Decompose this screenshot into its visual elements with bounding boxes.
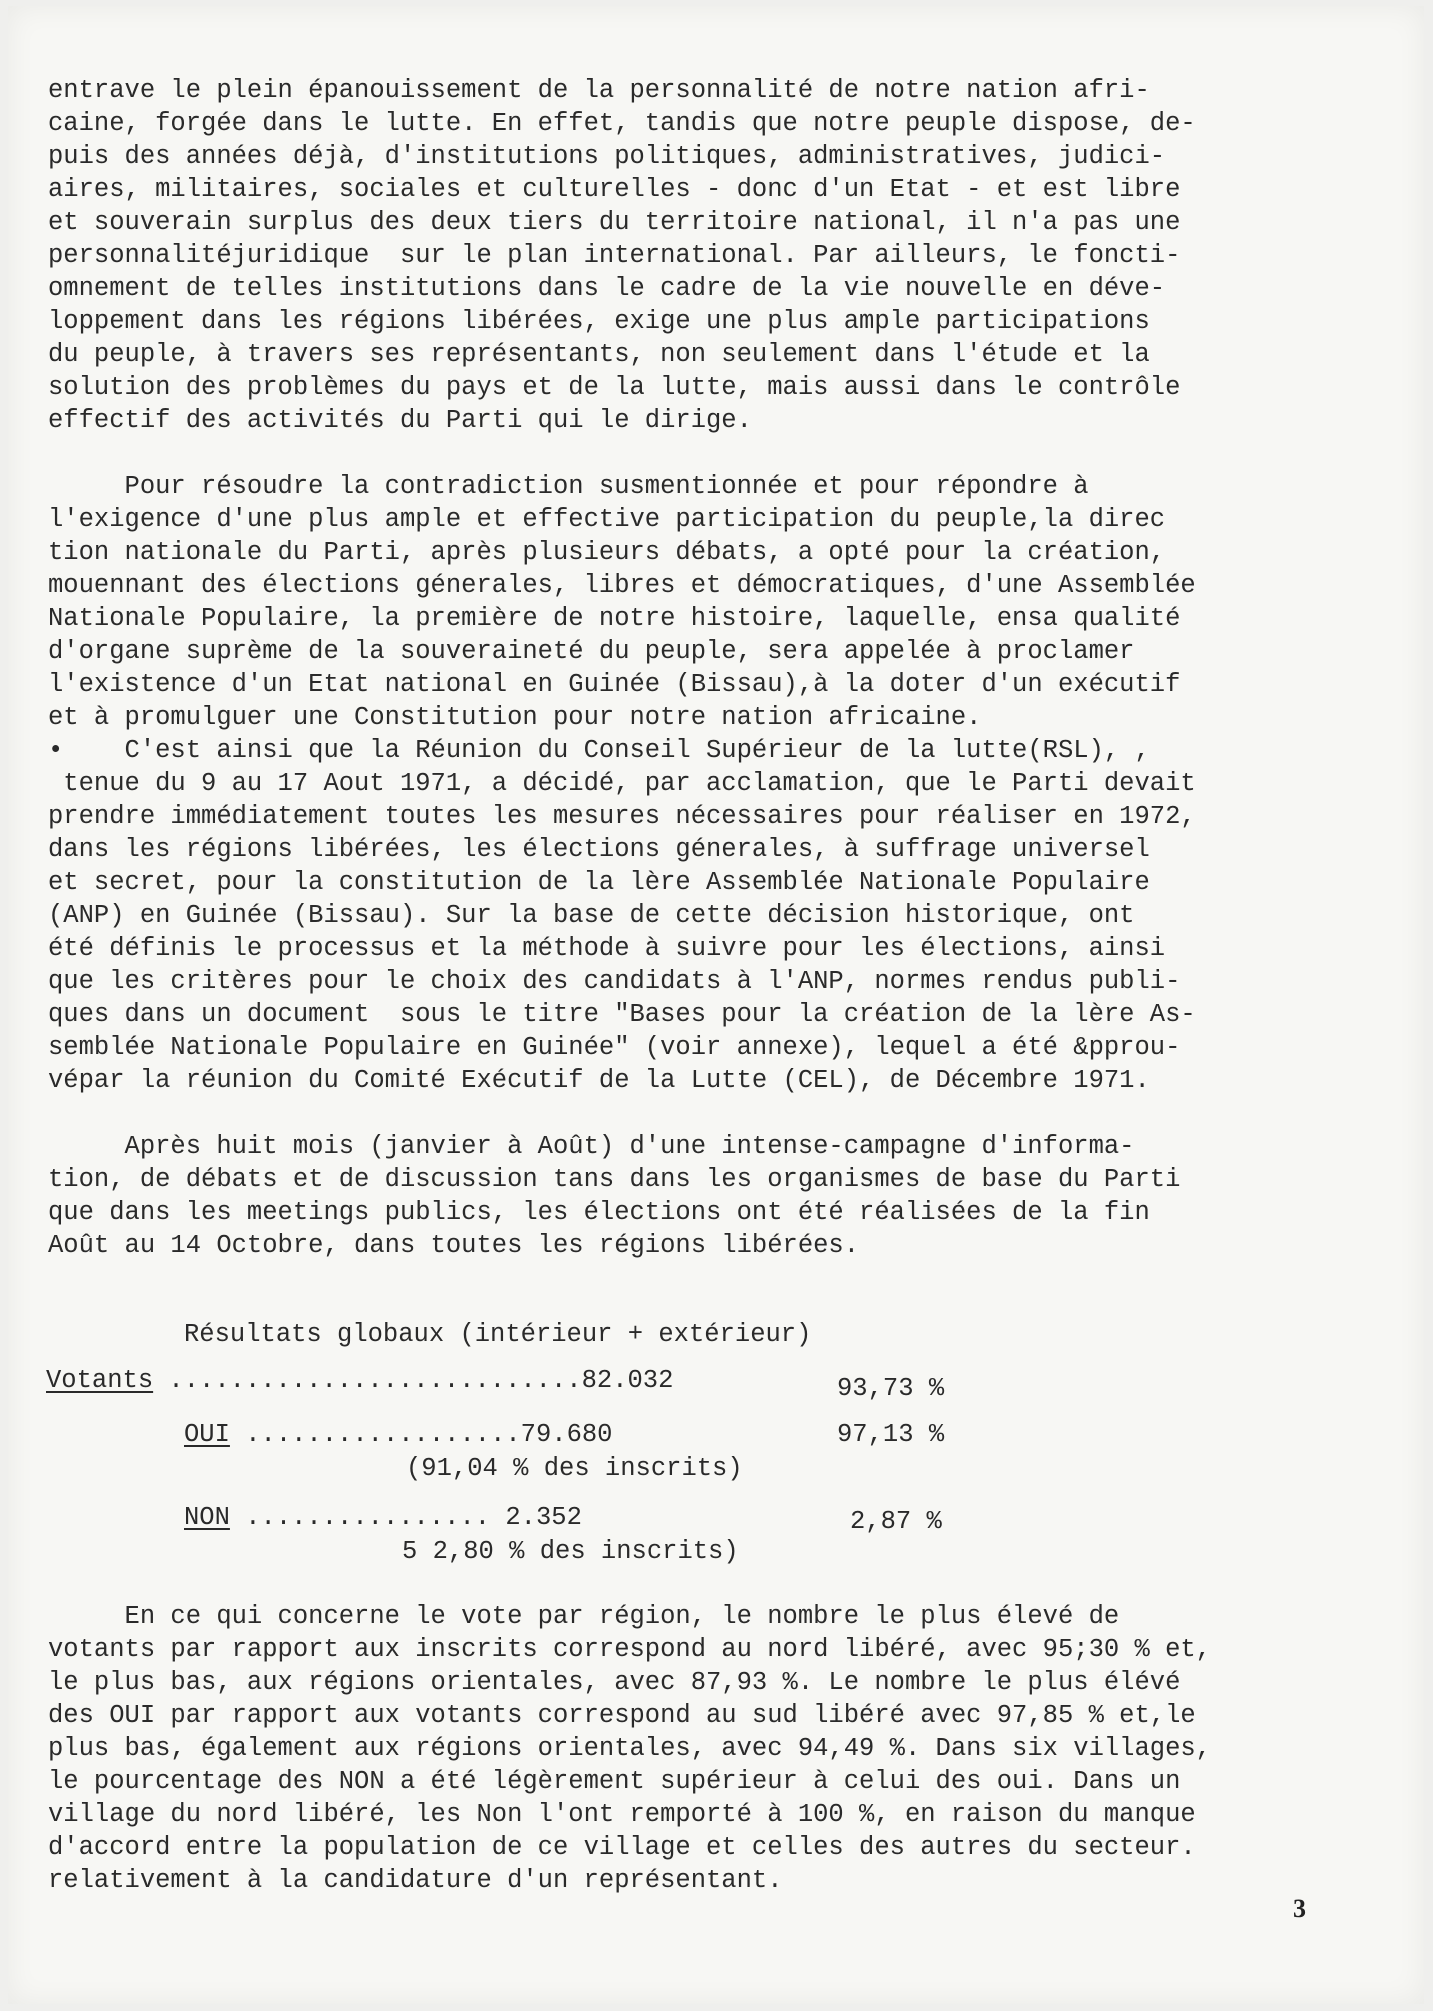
- paragraph-5: [48, 1600, 1308, 1897]
- text-line: personnalitéjuridique sur le plan international. Par ailleurs, le foncti-: [48, 241, 1181, 270]
- text-line: mouennant des élections génerales, libres et démocratiques, d'une Assemblée: [48, 571, 1196, 600]
- text-line: plus bas, également aux régions orientales, avec 94,49 %. Dans six villages,: [48, 1734, 1211, 1763]
- text-line: Août au 14 Octobre, dans toutes les régions libérées.: [48, 1231, 860, 1260]
- text-line: et à promulguer une Constitution pour notre nation africaine.: [48, 703, 982, 732]
- text-line: tion nationale du Parti, après plusieurs débats, a opté pour la création,: [48, 538, 1166, 567]
- text-line: aires, militaires, sociales et culturelles - donc d'un Etat - et est libre: [48, 175, 1181, 204]
- non-percent: 2,87 %: [850, 1507, 942, 1536]
- non-value: ................ 2.352: [229, 1503, 582, 1532]
- non-row: [184, 1501, 582, 1534]
- paragraph-1: [48, 74, 1308, 437]
- text-line: solution des problèmes du pays et de la lutte, mais aussi dans le contrôle: [48, 373, 1181, 402]
- text-line: (ANP) en Guinée (Bissau). Sur la base de cette décision historique, ont: [48, 901, 1135, 930]
- paragraph-4: [48, 1130, 1308, 1262]
- text-line: Pour résoudre la contradiction susmentionnée et pour répondre à: [48, 472, 1089, 501]
- oui-value: ..................79.680: [229, 1420, 613, 1449]
- text-line: loppement dans les régions libérées, exige une plus ample participations: [48, 307, 1150, 336]
- text-line: d'organe suprème de la souveraineté du peuple, sera appelée à proclamer: [48, 637, 1135, 666]
- text-line: Nationale Populaire, la première de notre histoire, laquelle, ensa qualité: [48, 604, 1181, 633]
- text-line: • C'est ainsi que la Réunion du Conseil Supérieur de la lutte(RSL), ,: [48, 736, 1150, 765]
- paragraph-3: [48, 734, 1308, 1097]
- text-line: et souverain surplus des deux tiers du territoire national, il n'a pas une: [48, 208, 1181, 237]
- text-line: que dans les meetings publics, les élections ont été réalisées de la fin: [48, 1198, 1150, 1227]
- text-line: le pourcentage des NON a été légèrement supérieur à celui des oui. Dans un: [48, 1767, 1181, 1796]
- text-line: Après huit mois (janvier à Août) d'une intense-campagne d'informa-: [48, 1132, 1135, 1161]
- votants-label: Votants: [46, 1366, 154, 1395]
- results-title: Résultats globaux (intérieur + extérieur): [184, 1320, 812, 1349]
- text-line: vépar la réunion du Comité Exécutif de la Lutte (CEL), de Décembre 1971.: [48, 1066, 1150, 1095]
- text-line: effectif des activités du Parti qui le dirige.: [48, 406, 752, 435]
- text-line: d'accord entre la population de ce village et celles des autres du secteur.: [48, 1833, 1196, 1862]
- text-line: tion, de débats et de discussion tans dans les organismes de base du Parti: [48, 1165, 1181, 1194]
- text-line: omnement de telles institutions dans le cadre de la vie nouvelle en déve-: [48, 274, 1166, 303]
- non-label: NON: [184, 1503, 230, 1532]
- oui-note: (91,04 % des inscrits): [406, 1454, 743, 1483]
- body-text-bottom: [48, 1600, 1308, 1897]
- oui-percent: 97,13 %: [837, 1420, 945, 1449]
- text-line: semblée Nationale Populaire en Guinée" (voir annexe), lequel a été &pprou-: [48, 1033, 1181, 1062]
- text-line: entrave le plein épanouissement de la personnalité de notre nation afri-: [48, 76, 1150, 105]
- text-line: votants par rapport aux inscrits correspond au nord libéré, avec 95;30 % et,: [48, 1635, 1211, 1664]
- text-line: et secret, pour la constitution de la lère Assemblée Nationale Populaire: [48, 868, 1150, 897]
- oui-row: [184, 1418, 612, 1451]
- text-line: caine, forgée dans le lutte. En effet, tandis que notre peuple dispose, de-: [48, 109, 1196, 138]
- votants-percent: 93,73 %: [837, 1374, 945, 1403]
- votants-value: ...........................82.032: [153, 1366, 674, 1395]
- text-line: que les critères pour le choix des candidats à l'ANP, normes rendus publi-: [48, 967, 1181, 996]
- text-line: En ce qui concerne le vote par région, le nombre le plus élevé de: [48, 1602, 1120, 1631]
- text-line: relativement à la candidature d'un représentant.: [48, 1866, 783, 1895]
- votants-row: [46, 1364, 673, 1397]
- oui-label: OUI: [184, 1420, 230, 1449]
- text-line: l'existence d'un Etat national en Guinée (Bissau),à la doter d'un exécutif: [48, 670, 1181, 699]
- page-number: 3: [1293, 1894, 1306, 1923]
- text-line: des OUI par rapport aux votants correspond au sud libéré avec 97,85 % et,le: [48, 1701, 1196, 1730]
- text-line: dans les régions libérées, les élections génerales, à suffrage universel: [48, 835, 1150, 864]
- text-line: l'exigence d'une plus ample et effective participation du peuple,la direc: [48, 505, 1166, 534]
- text-line: ques dans un document sous le titre "Bases pour la création de la lère As-: [48, 1000, 1196, 1029]
- text-line: été définis le processus et la méthode à suivre pour les élections, ainsi: [48, 934, 1166, 963]
- text-line: du peuple, à travers ses représentants, non seulement dans l'étude et la: [48, 340, 1150, 369]
- text-line: village du nord libéré, les Non l'ont remporté à 100 %, en raison du manque: [48, 1800, 1196, 1829]
- text-line: puis des années déjà, d'institutions politiques, administratives, judici-: [48, 142, 1166, 171]
- paragraph-2: [48, 470, 1308, 734]
- document-page: [8, 6, 1424, 2004]
- body-text: [48, 74, 1308, 1262]
- text-line: le plus bas, aux régions orientales, avec 87,93 %. Le nombre le plus élévé: [48, 1668, 1181, 1697]
- text-line: prendre immédiatement toutes les mesures nécessaires pour réaliser en 1972,: [48, 802, 1196, 831]
- text-line: tenue du 9 au 17 Aout 1971, a décidé, par acclamation, que le Parti devait: [48, 769, 1196, 798]
- non-note: 5 2,80 % des inscrits): [402, 1537, 739, 1566]
